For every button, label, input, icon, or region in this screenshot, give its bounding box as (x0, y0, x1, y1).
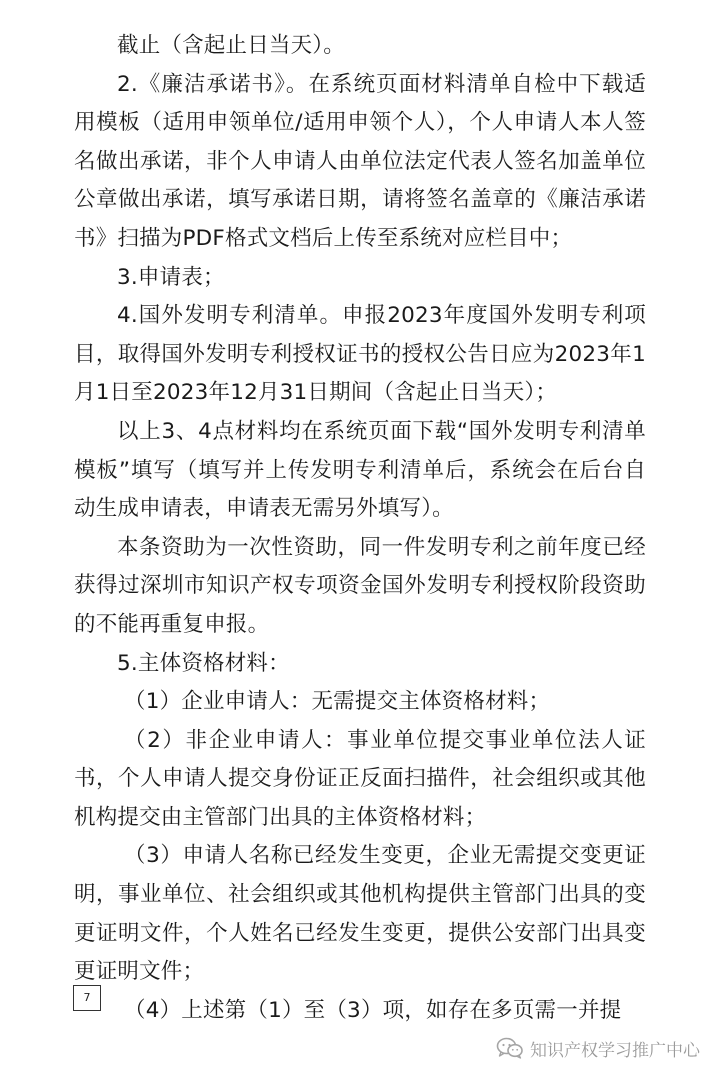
page-number: 7 (73, 985, 101, 1011)
paragraph-continuation: 截止（含起止日当天）。 (117, 33, 345, 58)
paragraph-integrity-pledge: 2.《廉洁承诺书》。在系统页面材料清单自检中下载适用模板（适用申领单位/适用申领个人），个人申请人本人签名做出承诺，非个人申请人由单位法定代表人签名加盖单位公章做出承诺，填写承诺日期，请将签名盖章的《廉洁承诺书》扫描为PDF格式文档后上传至系统对应栏目中； (74, 71, 646, 251)
body-text (74, 27, 646, 1030)
paragraph-patent-list: 4.国外发明专利清单。申报2023年度国外发明专利项目，取得国外发明专利授权证书的授权公告日应为2023年1月1日至2023年12月31日期间（含起止日当天）； (74, 303, 646, 406)
paragraph-qualification-heading: 5.主体资格材料： (117, 650, 290, 676)
paragraph-item-3: （3）申请人名称已经发生变更，企业无需提交变更证明，事业单位、社会组织或其他机构提供主管部门出具的变更证明文件，个人姓名已经发生变更，提供公安部门出具变更证明文件； (74, 843, 646, 985)
watermark (496, 1035, 700, 1061)
paragraph-item-1: （1）企业申请人：无需提交主体资格材料； (124, 689, 551, 715)
wechat-icon (496, 1037, 524, 1059)
watermark-text: 知识产权学习推广中心 (530, 1040, 700, 1061)
paragraph-template-note: 以上3、4点材料均在系统页面下载“国外发明专利清单模板”填写（填写并上传发明专利清单后，系统会在后台自动生成申请表，申请表无需另外填写）。 (74, 418, 646, 522)
paragraph-item-4: （4）上述第（1）至（3）项，如存在多页需一并提 (124, 997, 622, 1023)
paragraph-application-form: 3.申请表； (117, 264, 225, 290)
paragraph-item-2: （2）非企业申请人：事业单位提交事业单位法人证书，个人申请人提交身份证正反面扫描件，社会组织或其他机构提交由主管部门出具的主体资格材料； (74, 727, 646, 830)
paragraph-one-time-funding: 本条资助为一次性资助，同一件发明专利之前年度已经获得过深圳市知识产权专项资金国外发明专利授权阶段资助的不能再重复申报。 (74, 534, 646, 637)
